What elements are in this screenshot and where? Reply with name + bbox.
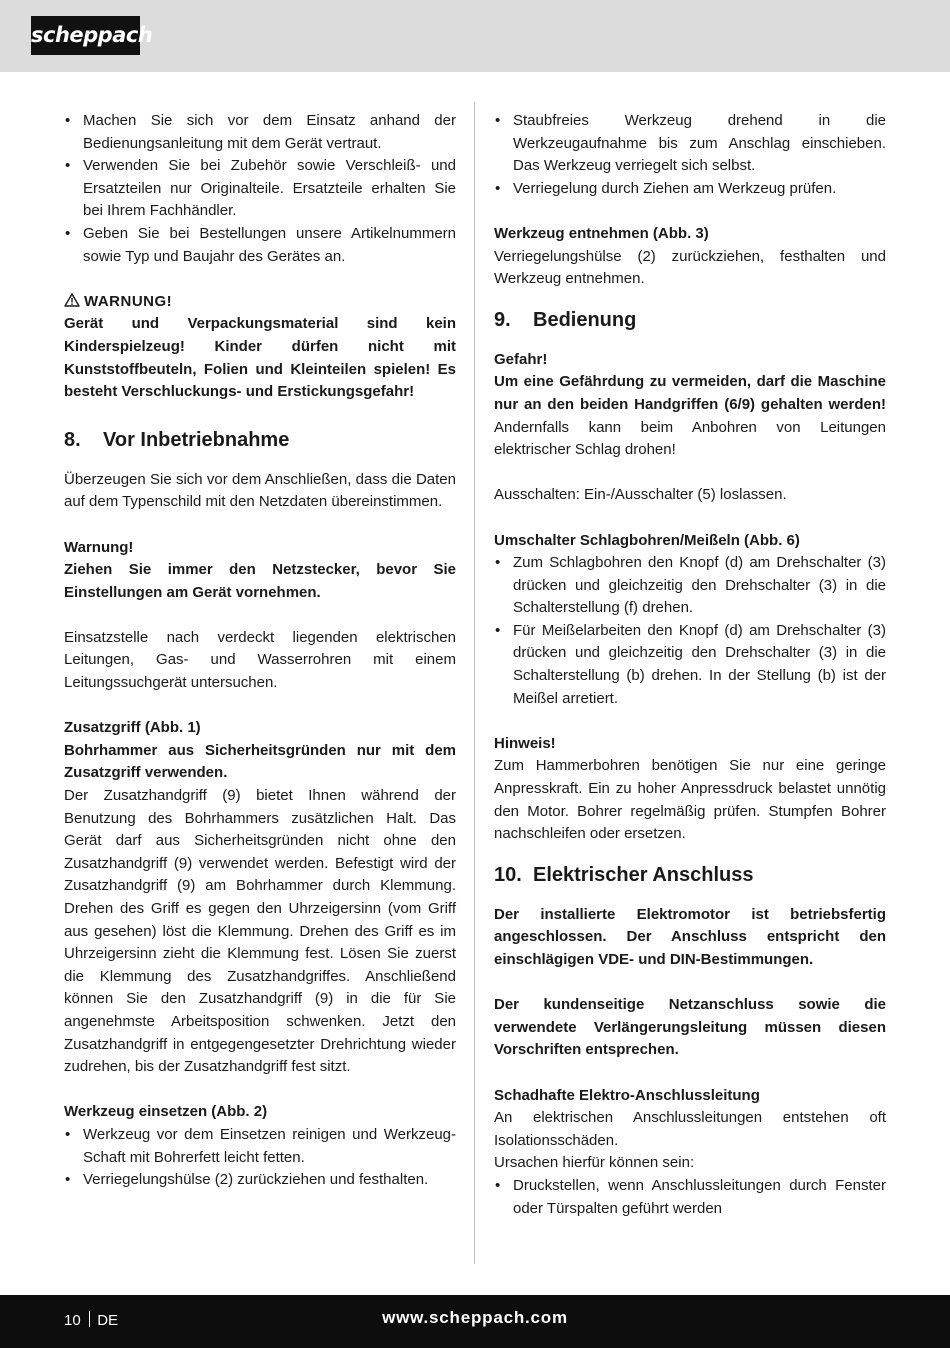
warning-heading (64, 291, 456, 314)
website-url: www.scheppach.com (382, 1308, 568, 1327)
ursachen-text: Ursachen hierfür können sein: (494, 1154, 695, 1172)
warning-text: Gerät und Verpackungsmaterial sind kein Kinderspielzeug! Kinder dürfen nicht mit Kunststoffbeuteln, Folien und Kleinteilen spielen! Es besteht Verschluckungs- und Erstickungsgefahr! (64, 315, 456, 401)
scheppach-logo: scheppach (31, 16, 140, 55)
zusatzgriff-bold: Bohrhammer aus Sicherheitsgründen nur mit dem Zusatzgriff verwenden. (64, 741, 456, 782)
list-item: • Geben Sie bei Bestellungen unsere Artikelnummern sowie Typ und Baujahr des Gerätes an. (64, 223, 456, 268)
list-item: • Druckstellen, wenn Anschlussleitungen durch Fenster oder Türspalten geführt werden (494, 1175, 886, 1220)
right-column (494, 110, 886, 1220)
schadhafte-text: An elektrischen Anschlussleitungen entstehen oft Isolationsschäden. (494, 1109, 886, 1149)
list-item: • Werkzeug vor dem Einsetzen reinigen und Werkzeug-Schaft mit Bohrerfett leicht fetten. (64, 1124, 456, 1169)
page-header (0, 0, 950, 72)
zusatzgriff-text: Der Zusatzhandgriff (9) bietet Ihnen während der Benutzung des Bohrhammers zusätzlichen Halt. Das Gerät darf aus Sicherheitsgründen nicht ohne den Zusatzhandgriff (9) verwendet werden. Befestigt wird der Zusatzhandgriff (9) am Bohrhammer durch Klemmung. Drehen des Griff es gegen den Uhrzeigersinn (vom Griff aus gesehen) löst die Klemmung. Drehen des Griff es im Uhrzeigersinn zieht die Klemmung fest. Lösen Sie zuerst die Klemmung des Zusatzhandgriffes. Anschließend können Sie den Zusatzhandgriff (9) in die für Sie angenehmste Arbeitsposition schwenken. Jetzt den Zusatzhandgriff in entgegengesetzter Drehrichtung wieder zudrehen, bis der Zusatzhandgriff fest sitzt. (64, 787, 456, 1076)
entnehmen-heading: Werkzeug entnehmen (Abb. 3) (494, 224, 709, 242)
ausschalten-text: Ausschalten: Ein-/Ausschalter (5) loslassen. (494, 486, 787, 504)
warnung-title: Warnung! (64, 538, 134, 556)
column-divider (474, 102, 475, 1264)
werkzeug-einsetzen-heading: Werkzeug einsetzen (Abb. 2) (64, 1103, 268, 1121)
gefahr-title: Gefahr! (494, 350, 548, 368)
section-8-heading: 8. Vor Inbetriebnahme (64, 428, 290, 451)
entnehmen-text: Verriegelungshülse (2) zurückziehen, festhalten und Werkzeug entnehmen. (494, 247, 886, 288)
list-item: • Verriegelung durch Ziehen am Werkzeug prüfen. (494, 178, 886, 201)
s8-intro: Überzeugen Sie sich vor dem Anschließen, dass die Daten auf dem Typenschild mit den Netzdaten übereinstimmen. (64, 470, 456, 511)
page-number: 10 DE (64, 1312, 119, 1329)
section-9-heading: 9. Bedienung (494, 308, 637, 331)
list-item: • Machen Sie sich vor dem Einsatz anhand der Bedienungsanleitung mit dem Gerät vertraut. (64, 110, 456, 155)
umschalter-heading: Umschalter Schlagbohren/Meißeln (Abb. 6) (494, 531, 800, 549)
list-item: • Verwenden Sie bei Zubehör sowie Verschleiß- und Ersatzteilen nur Originalteile. Ersatzteile erhalten Sie bei Ihrem Fachhändler. (64, 155, 456, 223)
warnung-text: Ziehen Sie immer den Netzstecker, bevor Sie Einstellungen am Gerät vornehmen. (64, 561, 456, 601)
warning-title: WARNUNG! (84, 292, 173, 310)
hinweis-text: Zum Hammerbohren benötigen Sie nur eine geringe Anpresskraft. Ein zu hoher Anpressdruck belastet unnötig den Motor. Bohrer regelmäßig prüfen. Stumpfen Bohrer nachschleifen oder ersetzen. (494, 757, 886, 843)
einsatzstelle-text: Einsatzstelle nach verdeckt liegenden elektrischen Leitungen, Gas- und Wasserrohren mit einem Leitungssuchgerät untersuchen. (64, 628, 456, 692)
page-footer (0, 1295, 950, 1348)
motor-text: Der installierte Elektromotor ist betriebsfertig angeschlossen. Der Anschluss entspricht den einschlägigen VDE- und DIN-Bestimmungen. (494, 905, 886, 968)
hinweis-title: Hinweis! (494, 734, 556, 752)
section-10-heading: 10. Elektrischer Anschluss (494, 863, 754, 886)
left-column (64, 110, 456, 1192)
schadhafte-heading: Schadhafte Elektro-Anschlussleitung (494, 1086, 760, 1104)
netz-text: Der kundenseitige Netzanschluss sowie die verwendete Verlängerungsleitung müssen diesen Vorschriften entsprechen. (494, 996, 886, 1059)
warning-triangle-icon (64, 293, 80, 307)
language-code: DE (97, 1312, 119, 1329)
list-item: • Zum Schlagbohren den Knopf (d) am Drehschalter (3) drücken und gleichzeitig den Drehschalter (3) in die Schalterstellung (f) drehen. (494, 552, 886, 620)
list-item: • Für Meißelarbeiten den Knopf (d) am Drehschalter (3) drücken und gleichzeitig den Drehschalter (3) in die Schalterstellung (b) drehen. In der Stellung (b) ist der Meißel arretiert. (494, 620, 886, 710)
list-item: • Verriegelungshülse (2) zurückziehen und festhalten. (64, 1169, 456, 1192)
zusatzgriff-heading: Zusatzgriff (Abb. 1) (64, 719, 201, 737)
gefahr-text: Um eine Gefährdung zu vermeiden, darf die Maschine nur an den beiden Handgriffen (6/9) gehalten werden! Andernfalls kann beim Anbohren von Leitungen elektrischer Schlag drohen! (494, 373, 886, 459)
list-item: • Staubfreies Werkzeug drehend in die Werkzeugaufnahme bis zum Anschlag einschieben. Das Werkzeug verriegelt sich selbst. (494, 110, 886, 178)
